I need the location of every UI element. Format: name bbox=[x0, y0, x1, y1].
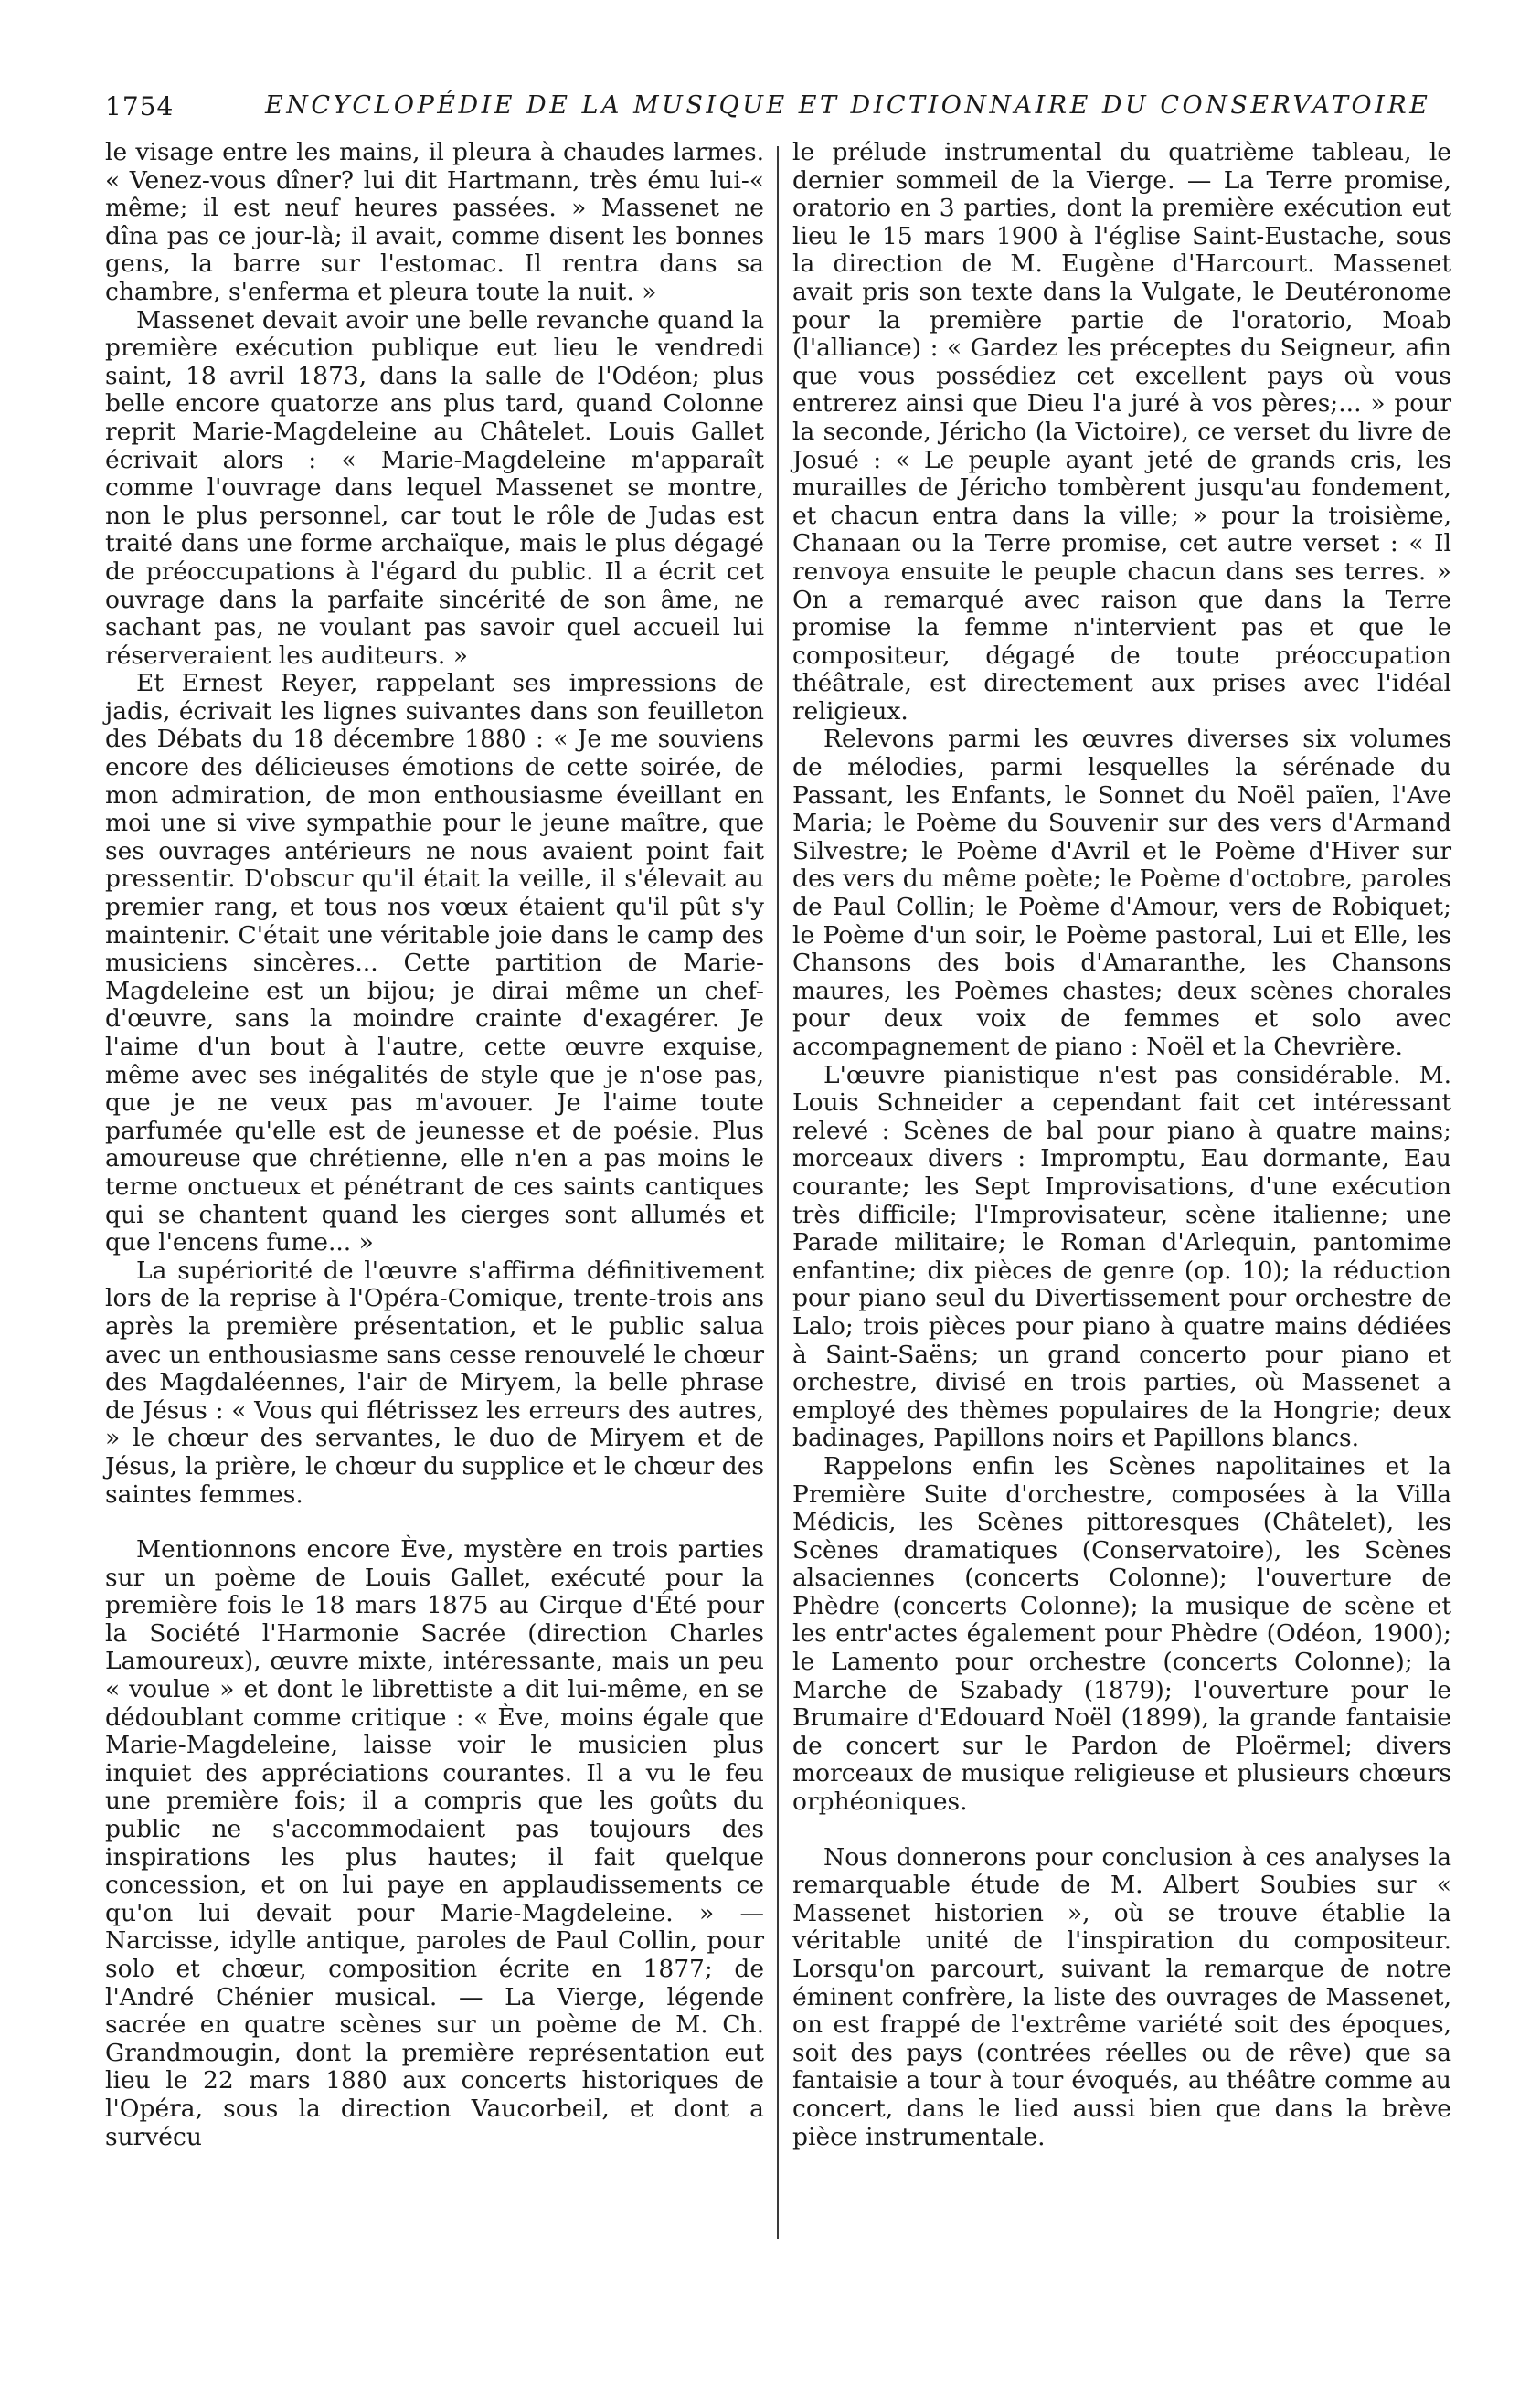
paragraph-right-1: le prélude instrumental du quatrième tableau, le dernier sommeil de la Vierge. — La Terre promise, oratorio en 3 parties, dont la première exécution eut lieu le 15 mars 1900 à l'église Saint-Eustache, sous la direction de M. Eugène d'Harcourt. Massenet avait pris son texte dans la Vulgate, le Deutéronome pour la première partie de l'oratorio, Moab (l'alliance) : « Gardez les préceptes du Seigneur, afin que vous possédiez cet excellent pays où vous entrerez ainsi que Dieu l'a juré à vos pères;... » pour la seconde, Jéricho (la Victoire), ce verset du livre de Josué : « Le peuple ayant jeté de grands cris, les murailles de Jéricho tombèrent jusqu'au fondement, et chacun entra dans la ville; » pour la troisième, Chanaan ou la Terre promise, cet autre verset : « Il renvoya ensuite le peuple chacun dans ses terres. » On a remarqué avec raison que dans la Terre promise la femme n'intervient pas et que le compositeur, dégagé de toute préoccupation théâtrale, est directement aux prises avec l'idéal religieux. bbox=[792, 138, 1451, 726]
page-number: 1754 bbox=[105, 91, 175, 122]
paragraph-right-5: Nous donnerons pour conclusion à ces analyses la remarquable étude de M. Albert Soubies sur « Massenet historien », où se trouve établie la véritable unité de l'inspiration du compositeur. Lorsqu'on parcourt, suivant la remarque de notre éminent confrère, la liste des ouvrages de Massenet, on est frappé de l'extrême variété soit des époques, soit des pays (contrées réelles ou de rêve) que sa fantaisie a tour à tour évoqués, au théâtre comme au concert, dans le lied aussi bien que dans la brève pièce instrumentale. bbox=[792, 1842, 1451, 2151]
paragraph-left-4: La supériorité de l'œuvre s'affirma définitivement lors de la reprise à l'Opéra-Comique, trente-trois ans après la première présentation, et le public salua avec un enthousiasme sans cesse renouvelé le chœur des Magdaléennes, l'air de Miryem, la belle phrase de Jésus : « Vous qui flétrissez les erreurs des autres, » le chœur des servantes, le duo de Miryem et de Jésus, la prière, le chœur du supplice et le chœur des saintes femmes. bbox=[105, 1256, 764, 1509]
page-header bbox=[105, 91, 1431, 128]
running-title: ENCYCLOPÉDIE DE LA MUSIQUE ET DICTIONNAIRE DU CONSERVATOIRE bbox=[265, 91, 1431, 120]
paragraph-right-4: Rappelons enfin les Scènes napolitaines et la Première Suite d'orchestre, composées à la Villa Médicis, les Scènes pittoresques (Châtelet), les Scènes dramatiques (Conservatoire), les Scènes alsaciennes (concerts Colonne); l'ouverture de Phèdre (concerts Colonne); la musique de scène et les entr'actes également pour Phèdre (Odéon, 1900); le Lamento pour orchestre (concerts Colonne); la Marche de Szabady (1879); l'ouverture pour le Brumaire d'Edouard Noël (1899), la grande fantaisie de concert sur le Pardon de Ploërmel; divers morceaux de musique religieuse et plusieurs chœurs orphéoniques. bbox=[792, 1451, 1451, 1817]
paragraph-left-5: Mentionnons encore Ève, mystère en trois parties sur un poème de Louis Gallet, exécuté pour la première fois le 18 mars 1875 au Cirque d'Été pour la Société l'Harmonie Sacrée (direction Charles Lamoureux), œuvre mixte, intéressante, mais un peu « voulue » et dont le librettiste a dit lui-même, en se dédoublant comme critique : « Ève, moins égale que Marie-Magdeleine, laisse voir le musicien plus inquiet des appréciations courantes. Il a vu le feu une première fois; il a compris que les goûts du public ne s'accommodaient pas toujours des inspirations les plus hautes; il fait quelque concession, et on lui paye en applaudissements ce qu'on lui devait pour Marie-Magdeleine. » — Narcisse, idylle antique, paroles de Paul Collin, pour solo et chœur, composition écrite en 1877; de l'André Chénier musical. — La Vierge, légende sacrée en quatre scènes sur un poème de M. Ch. Grandmougin, dont la première représentation eut lieu le 22 mars 1880 aux concerts historiques de l'Opéra, sous la direction Vaucorbeil, et dont a survécu bbox=[105, 1535, 764, 2151]
left-column bbox=[105, 139, 764, 2151]
paragraph-left-1: le visage entre les mains, il pleura à chaudes larmes. « Venez-vous dîner? lui dit Hartmann, très ému lui-« même; il est neuf heures passées. » Massenet ne dîna pas ce jour-là; il avait, comme disent les bonnes gens, la barre sur l'estomac. Il rentra dans sa chambre, s'enferma et pleura toute la nuit. » bbox=[105, 138, 764, 306]
paragraph-right-3: L'œuvre pianistique n'est pas considérable. M. Louis Schneider a cependant fait cet intéressant relevé : Scènes de bal pour piano à quatre mains; morceaux divers : Impromptu, Eau dormante, Eau courante; les Sept Improvisations, d'une exécution très difficile; l'Improvisateur, scène italienne; une Parade militaire; le Roman d'Arlequin, pantomime enfantine; dix pièces de genre (op. 10); la réduction pour piano seul du Divertissement pour orchestre de Lalo; trois pièces pour piano à quatre mains dédiées à Saint-Saëns; un grand concerto pour piano et orchestre, divisé en trois parties, où Massenet a employé des thèmes populaires de la Hongrie; deux badinages, Papillons noirs et Papillons blancs. bbox=[792, 1060, 1451, 1453]
paragraph-left-3: Et Ernest Reyer, rappelant ses impressions de jadis, écrivait les lignes suivantes dans son feuilleton des Débats du 18 décembre 1880 : « Je me souviens encore des délicieuses émotions de cette soirée, de mon admiration, de mon enthousiasme éveillant en moi une si vive sympathie pour le jeune maître, que ses ouvrages antérieurs ne nous avaient point fait pressentir. D'obscur qu'il était la veille, il s'élevait au premier rang, et tous nos vœux étaient qu'il pût s'y maintenir. C'était une véritable joie dans le camp des musiciens sincères... Cette partition de Marie-Magdeleine est un bijou; je dirai même un chef-d'œuvre, sans la moindre crainte d'exagérer. Je l'aime d'un bout à l'autre, cette œuvre exquise, même avec ses inégalités de style que je n'ose pas, que je ne veux pas m'avouer. Je l'aime toute parfumée qu'elle est de jeunesse et de poésie. Plus amoureuse que chrétienne, elle n'en a pas moins le terme onctueux et pénétrant de ces saints cantiques qui se chantent quand les cierges sont allumés et que l'encens fume... » bbox=[105, 669, 764, 1257]
paragraph-left-2: Massenet devait avoir une belle revanche quand la première exécution publique eut lieu le vendredi saint, 18 avril 1873, dans la salle de l'Odéon; plus belle encore quatorze ans plus tard, quand Colonne reprit Marie-Magdeleine au Châtelet. Louis Gallet écrivait alors : « Marie-Magdeleine m'apparaît comme l'ouvrage dans lequel Massenet se montre, non le plus personnel, car tout le rôle de Judas est traité dans une forme archaïque, mais le plus dégagé de préoccupations à l'égard du public. Il a écrit cet ouvrage dans la parfaite sincérité de son âme, ne sachant pas, ne voulant pas savoir quel accueil lui réserveraient les auditeurs. » bbox=[105, 305, 764, 670]
paragraph-right-2: Relevons parmi les œuvres diverses six volumes de mélodies, parmi lesquelles la sérénade du Passant, les Enfants, le Sonnet du Noël païen, l'Ave Maria; le Poème du Souvenir sur des vers d'Armand Silvestre; le Poème d'Avril et le Poème d'Hiver sur des vers du même poète; le Poème d'octobre, paroles de Paul Collin; le Poème d'Amour, vers de Robiquet; le Poème d'un soir, le Poème pastoral, Lui et Elle, les Chansons des bois d'Amaranthe, les Chansons maures, les Poèmes chastes; deux scènes chorales pour deux voix de femmes et solo avec accompagnement de piano : Noël et la Chevrière. bbox=[792, 725, 1451, 1061]
column-divider bbox=[777, 146, 779, 2239]
right-column bbox=[792, 139, 1451, 2151]
